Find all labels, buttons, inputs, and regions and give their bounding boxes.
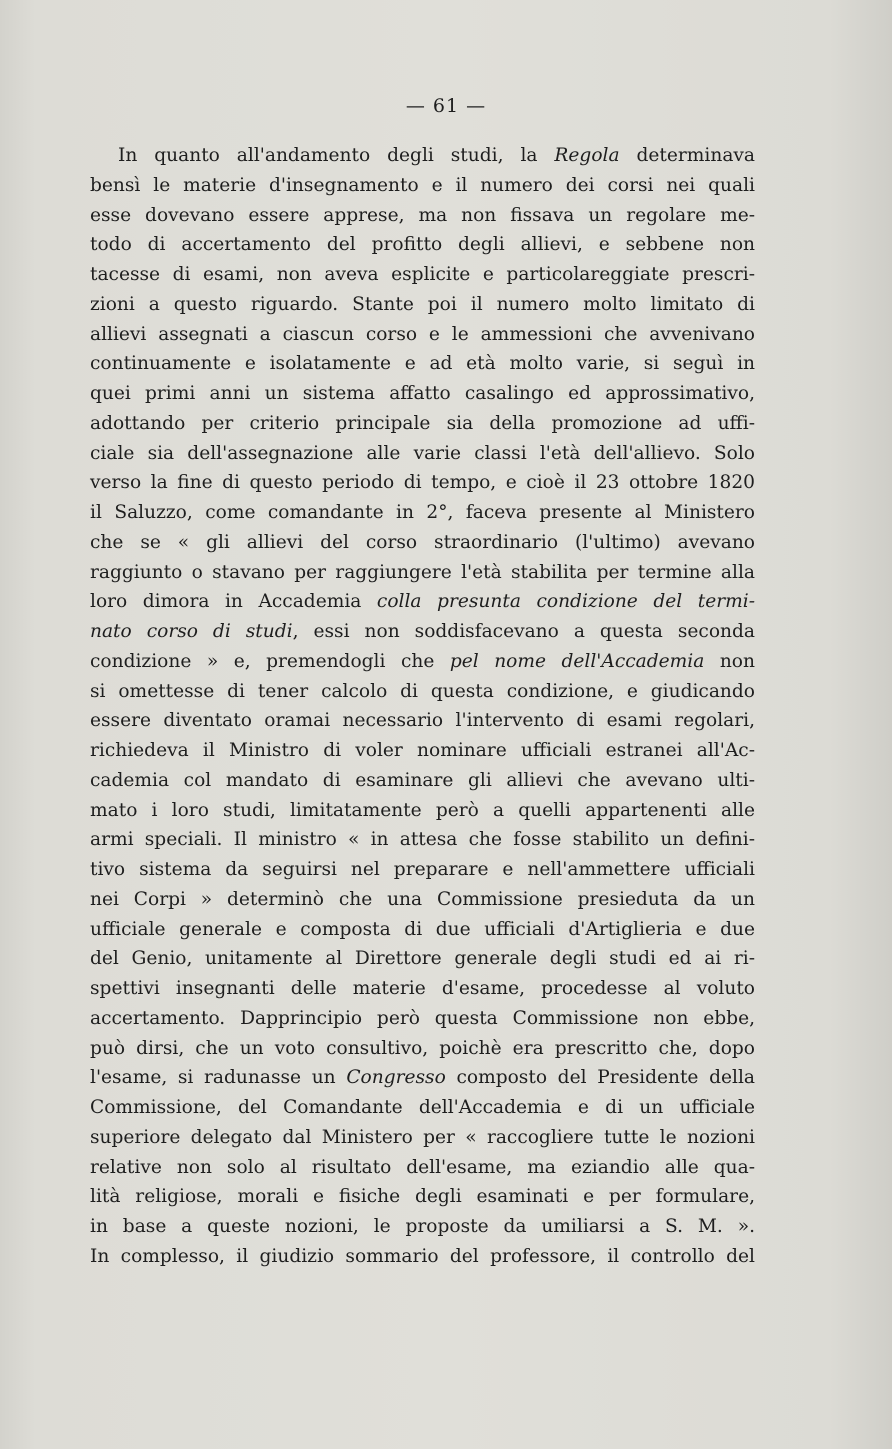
text-line [90,290,755,320]
text-segment: essere diventato oramai necessario l'intervento di esami regolari, [90,710,755,732]
text-line [90,885,755,915]
text-line [90,349,755,379]
italic-segment: Regola [554,145,620,166]
text-segment: non [704,650,755,672]
text-line [90,1034,755,1064]
text-line [90,1063,755,1093]
text-segment: bensì le materie d'insegnamento e il numero dei corsi nei quali [90,174,755,196]
text-segment: cademia col mandato di esaminare gli allievi che avevano ulti- [90,769,755,791]
text-line [90,468,755,498]
text-line [90,409,755,439]
text-segment: determinava [619,145,755,166]
text-line [90,171,755,201]
text-line [90,558,755,588]
text-segment: relative non solo al risultato dell'esame, ma eziandio alle qua- [90,1156,755,1178]
text-segment: del Genio, unitamente al Direttore generale degli studi ed ai ri- [90,948,755,970]
text-segment: in base a queste nozioni, le proposte da umiliarsi a S. M. ». [90,1216,755,1237]
text-segment: zioni a questo riguardo. Stante poi il numero molto limitato di [90,293,755,315]
text-line [90,320,755,350]
text-line [90,736,755,766]
text-segment: todo di accertamento del profitto degli allievi, e sebbene non [90,234,755,256]
text-line [90,617,755,647]
text-line [90,201,755,231]
text-line [90,230,755,260]
text-segment: che se « gli allievi del corso straordinario (l'ultimo) avevano [90,531,755,553]
text-segment: verso la fine di questo periodo di tempo, e cioè il 23 ottobre 1820 [90,472,755,494]
text-line [90,855,755,885]
italic-segment: nato corso di studi [90,621,293,642]
text-segment: richiedeva il Ministro di voler nominare ufficiali estranei all'Ac- [90,740,755,761]
text-segment: continuamente e isolatamente e ad età molto varie, si seguì in [90,353,755,375]
text-line [90,647,755,677]
text-segment: composto del Presidente della [445,1067,755,1089]
text-line [90,1123,755,1153]
text-line [90,141,755,171]
text-line [90,1093,755,1123]
text-line [90,1004,755,1034]
text-segment: accertamento. Dapprincipio però questa Commissione non ebbe, [90,1007,755,1029]
text-segment: adottando per criterio principale sia della promozione ad uffi- [90,412,755,434]
text-line [90,1212,755,1242]
text-line [90,439,755,469]
text-line [90,1153,755,1183]
text-segment: l'esame, si radunasse un [90,1067,347,1089]
text-segment: allievi assegnati a ciascun corso e le ammessioni che avvenivano [90,323,755,345]
text-segment: superiore delegato dal Ministero per « raccogliere tutte le nozioni [90,1126,755,1148]
text-segment: mato i loro studi, limitatamente però a quelli appartenenti alle [90,799,755,821]
text-segment: Commissione, del Comandante dell'Accademia e di un ufficiale [90,1097,755,1118]
text-line [90,528,755,558]
text-segment: nei Corpi » determinò che una Commissione presieduta da un [90,888,755,910]
text-line [90,706,755,736]
text-segment: quei primi anni un sistema affatto casalingo ed approssimativo, [90,383,755,404]
text-segment: condizione » e, premendogli che [90,650,450,672]
text-line [90,1242,755,1272]
page-number: — 61 — [405,95,487,117]
text-segment: loro dimora in Accademia [90,591,377,613]
text-segment: esse dovevano essere apprese, ma non fissava un regolare me- [90,204,755,226]
text-line [90,677,755,707]
text-line [90,1182,755,1212]
text-line [90,796,755,826]
body-text [90,141,755,1272]
italic-segment: pel nome dell'Accademia [449,650,705,672]
text-line [90,379,755,409]
text-segment: lità religiose, morali e fisiche degli esaminati e per formulare, [90,1186,755,1208]
text-line [90,915,755,945]
text-line [90,974,755,1004]
text-line [90,260,755,290]
text-segment: armi speciali. Il ministro « in attesa che fosse stabilito un defini- [90,829,755,851]
text-segment: il Saluzzo, come comandante in 2°, faceva presente al Ministero [90,502,755,523]
text-line [90,825,755,855]
text-line [90,944,755,974]
text-segment: In quanto all'andamento degli studi, la [118,145,555,166]
text-segment: , essi non soddisfacevano a questa seconda [292,621,755,642]
text-segment: ciale sia dell'assegnazione alle varie classi l'età dell'allievo. Solo [90,442,755,464]
text-segment: può dirsi, che un voto consultivo, poichè era prescritto che, dopo [90,1037,755,1059]
text-segment: tacesse di esami, non aveva esplicite e particolareggiate prescri- [90,264,755,285]
text-line [90,587,755,617]
text-line [90,766,755,796]
text-segment: tivo sistema da seguirsi nel preparare e nell'ammettere ufficiali [90,859,755,880]
italic-segment: Congresso [346,1067,446,1089]
text-segment: ufficiale generale e composta di due ufficiali d'Artiglieria e due [90,918,755,940]
text-segment: spettivi insegnanti delle materie d'esame, procedesse al voluto [90,978,755,999]
text-segment: raggiunto o stavano per raggiungere l'età stabilita per termine alla [90,561,755,583]
text-line [90,498,755,528]
italic-segment: colla presunta condizione del termi- [376,591,755,613]
text-segment: si omettesse di tener calcolo di questa condizione, e giudicando [90,680,755,702]
text-segment: In complesso, il giudizio sommario del professore, il controllo del [90,1245,755,1267]
